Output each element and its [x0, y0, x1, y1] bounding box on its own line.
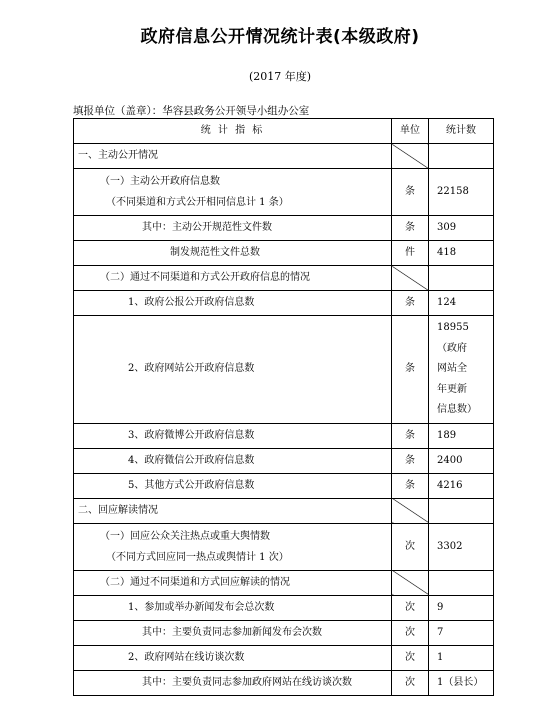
row-unit-empty: [392, 570, 429, 595]
row-value: 1（县长）: [429, 670, 494, 695]
row-unit: 次: [392, 523, 429, 570]
row-label: （二）通过不同渠道和方式回应解读的情况: [74, 570, 392, 595]
row-value: [429, 316, 494, 424]
row-value: 124: [429, 291, 494, 316]
table-row: [74, 645, 494, 670]
row-value-note-2: 网站全: [437, 363, 467, 374]
row-value-number: 18955: [437, 322, 469, 333]
table-row: [74, 473, 494, 498]
header-count: 统计数: [429, 119, 494, 144]
row-value-note-4: 信息数）: [437, 404, 477, 415]
table-header-row: [74, 119, 494, 144]
statistics-table: [73, 118, 494, 696]
row-label: 2、政府网站公开政府信息数: [74, 316, 392, 424]
row-label: 制发规范性文件总数: [74, 241, 392, 266]
row-label: 2、政府网站在线访谈次数: [74, 645, 392, 670]
row-unit-empty: [392, 266, 429, 291]
row-unit: 次: [392, 645, 429, 670]
row-value: 309: [429, 216, 494, 241]
row-label-line2: （不同渠道和方式公开相同信息计 1 条）: [106, 197, 289, 208]
table-row: [74, 216, 494, 241]
report-year: (2017 年度): [248, 70, 312, 83]
row-label: 其中：主要负责同志参加政府网站在线访谈次数: [74, 670, 392, 695]
header-unit: 单位: [392, 119, 429, 144]
row-unit: 条: [392, 216, 429, 241]
row-unit-empty: [392, 144, 429, 169]
table-row: [74, 423, 494, 448]
row-unit: 次: [392, 620, 429, 645]
table-row: [74, 291, 494, 316]
row-value-empty: [429, 266, 494, 291]
row-value: 418: [429, 241, 494, 266]
table-row: [74, 144, 494, 169]
header-indicator: 统 计 指 标: [74, 119, 392, 144]
row-value: 3302: [429, 523, 494, 570]
row-unit: 条: [392, 291, 429, 316]
row-label: （二）通过不同渠道和方式公开政府信息的情况: [74, 266, 392, 291]
row-label: 二、回应解读情况: [74, 498, 392, 523]
row-label-line2: （不同方式回应同一热点或舆情计 1 次）: [106, 551, 289, 563]
reporting-unit: 填报单位（盖章）：华容县政务公开领导小组办公室: [73, 105, 310, 117]
table-row: [74, 241, 494, 266]
row-unit: 件: [392, 241, 429, 266]
page-title: 政府信息公开情况统计表(本级政府): [140, 27, 420, 47]
row-label: 一、主动公开情况: [74, 144, 392, 169]
row-unit: 条: [392, 473, 429, 498]
table-row: [74, 316, 494, 424]
row-label-line1: （一）回应公众关注热点或重大舆情数: [100, 530, 270, 542]
row-label: 3、政府微博公开政府信息数: [74, 423, 392, 448]
table-row: [74, 266, 494, 291]
row-unit: 条: [392, 169, 429, 216]
row-label: 其中：主要负责同志参加新闻发布会次数: [74, 620, 392, 645]
row-value: 9: [429, 595, 494, 620]
row-value: 189: [429, 423, 494, 448]
row-value: 2400: [429, 448, 494, 473]
table-row: [74, 595, 494, 620]
row-unit: 次: [392, 670, 429, 695]
row-label: 其中：主动公开规范性文件数: [74, 216, 392, 241]
row-value: 1: [429, 645, 494, 670]
row-value-empty: [429, 570, 494, 595]
table-row: [74, 448, 494, 473]
table-row: [74, 570, 494, 595]
table-row: [74, 620, 494, 645]
row-value: 7: [429, 620, 494, 645]
row-label: 5、其他方式公开政府信息数: [74, 473, 392, 498]
row-unit: 条: [392, 448, 429, 473]
row-value: 4216: [429, 473, 494, 498]
row-label: 1、政府公报公开政府信息数: [74, 291, 392, 316]
row-value-empty: [429, 498, 494, 523]
row-label-line1: （一）主动公开政府信息数: [100, 176, 220, 187]
row-unit: 条: [392, 423, 429, 448]
table-row: [74, 523, 494, 570]
row-unit: 次: [392, 595, 429, 620]
row-value: 22158: [429, 169, 494, 216]
row-label: [74, 523, 392, 570]
row-label: 1、参加或举办新闻发布会总次数: [74, 595, 392, 620]
row-label: 4、政府微信公开政府信息数: [74, 448, 392, 473]
table-row: [74, 169, 494, 216]
row-unit-empty: [392, 498, 429, 523]
table-row: [74, 670, 494, 695]
row-value-note-3: 年更新: [437, 383, 467, 395]
table-row: [74, 498, 494, 523]
row-label: [74, 169, 392, 216]
row-unit: 条: [392, 316, 429, 424]
row-value-empty: [429, 144, 494, 169]
row-value-note-1: （政府: [437, 342, 467, 354]
